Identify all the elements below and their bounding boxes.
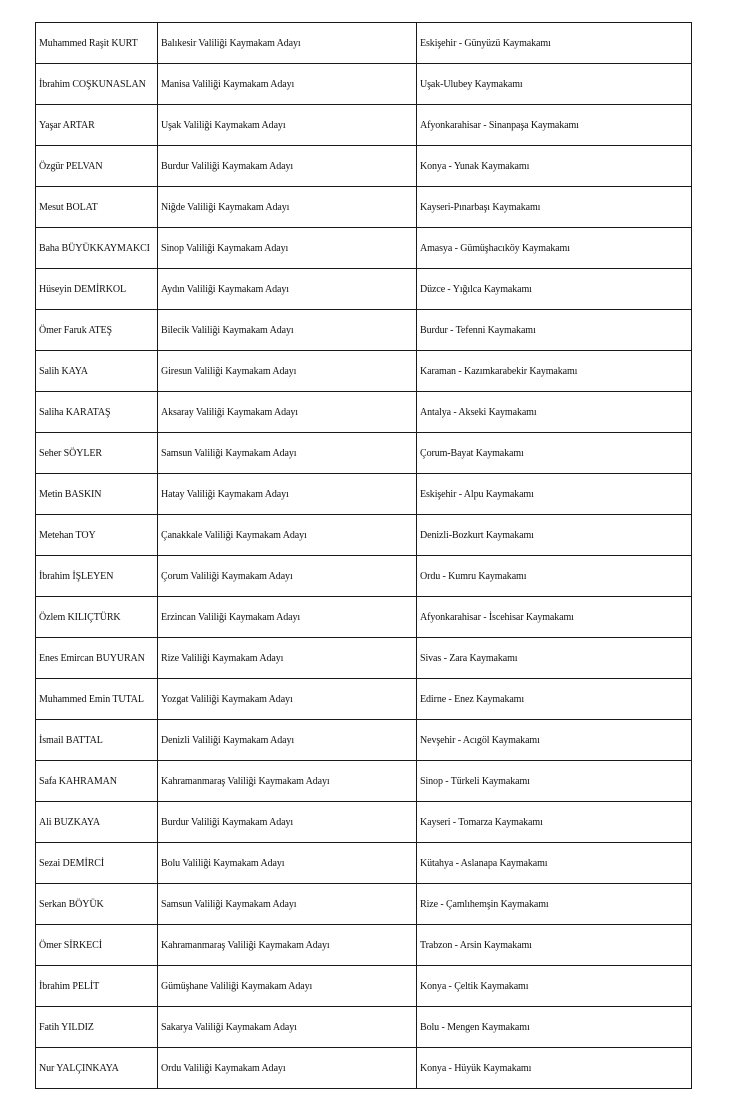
current-post-cell: Manisa Valiliği Kaymakam Adayı [158, 64, 417, 105]
current-post-cell: Çorum Valiliği Kaymakam Adayı [158, 556, 417, 597]
table-row [36, 1048, 692, 1089]
current-post-cell: Aydın Valiliği Kaymakam Adayı [158, 269, 417, 310]
name-cell: Ömer Faruk ATEŞ [36, 310, 158, 351]
name-cell: İsmail BATTAL [36, 720, 158, 761]
name-cell: Muhammed Emin TUTAL [36, 679, 158, 720]
appointed-post-cell: Rize - Çamlıhemşin Kaymakamı [417, 884, 692, 925]
table-row [36, 884, 692, 925]
appointed-post-cell: Sivas - Zara Kaymakamı [417, 638, 692, 679]
table-row [36, 515, 692, 556]
table-row [36, 597, 692, 638]
current-post-cell: Erzincan Valiliği Kaymakam Adayı [158, 597, 417, 638]
table-row [36, 187, 692, 228]
appointed-post-cell: Amasya - Gümüşhacıköy Kaymakamı [417, 228, 692, 269]
name-cell: Seher SÖYLER [36, 433, 158, 474]
current-post-cell: Kahramanmaraş Valiliği Kaymakam Adayı [158, 925, 417, 966]
table-row [36, 802, 692, 843]
current-post-cell: Bolu Valiliği Kaymakam Adayı [158, 843, 417, 884]
appointed-post-cell: Karaman - Kazımkarabekir Kaymakamı [417, 351, 692, 392]
current-post-cell: Kahramanmaraş Valiliği Kaymakam Adayı [158, 761, 417, 802]
name-cell: Fatih YILDIZ [36, 1007, 158, 1048]
appointed-post-cell: Çorum-Bayat Kaymakamı [417, 433, 692, 474]
appointed-post-cell: Eskişehir - Günyüzü Kaymakamı [417, 23, 692, 64]
current-post-cell: Çanakkale Valiliği Kaymakam Adayı [158, 515, 417, 556]
table-row [36, 64, 692, 105]
table-row [36, 269, 692, 310]
appointed-post-cell: Burdur - Tefenni Kaymakamı [417, 310, 692, 351]
name-cell: Baha BÜYÜKKAYMAKCI [36, 228, 158, 269]
appointed-post-cell: Bolu - Mengen Kaymakamı [417, 1007, 692, 1048]
appointed-post-cell: Afyonkarahisar - İscehisar Kaymakamı [417, 597, 692, 638]
name-cell: İbrahim PELİT [36, 966, 158, 1007]
name-cell: İbrahim İŞLEYEN [36, 556, 158, 597]
name-cell: Metehan TOY [36, 515, 158, 556]
appointed-post-cell: Trabzon - Arsin Kaymakamı [417, 925, 692, 966]
table-row [36, 843, 692, 884]
current-post-cell: Ordu Valiliği Kaymakam Adayı [158, 1048, 417, 1089]
current-post-cell: Burdur Valiliği Kaymakam Adayı [158, 802, 417, 843]
appointed-post-cell: Sinop - Türkeli Kaymakamı [417, 761, 692, 802]
appointed-post-cell: Ordu - Kumru Kaymakamı [417, 556, 692, 597]
appointed-post-cell: Antalya - Akseki Kaymakamı [417, 392, 692, 433]
current-post-cell: Rize Valiliği Kaymakam Adayı [158, 638, 417, 679]
appointed-post-cell: Kütahya - Aslanapa Kaymakamı [417, 843, 692, 884]
appointed-post-cell: Kayseri-Pınarbaşı Kaymakamı [417, 187, 692, 228]
table-row [36, 679, 692, 720]
name-cell: Enes Emircan BUYURAN [36, 638, 158, 679]
appointed-post-cell: Eskişehir - Alpu Kaymakamı [417, 474, 692, 515]
current-post-cell: Sinop Valiliği Kaymakam Adayı [158, 228, 417, 269]
name-cell: Metin BASKIN [36, 474, 158, 515]
appointment-table-body [36, 23, 692, 1089]
name-cell: Özlem KILIÇTÜRK [36, 597, 158, 638]
name-cell: Sezai DEMİRCİ [36, 843, 158, 884]
name-cell: Özgür PELVAN [36, 146, 158, 187]
table-row [36, 474, 692, 515]
name-cell: İbrahim COŞKUNASLAN [36, 64, 158, 105]
table-row [36, 925, 692, 966]
current-post-cell: Aksaray Valiliği Kaymakam Adayı [158, 392, 417, 433]
name-cell: Nur YALÇINKAYA [36, 1048, 158, 1089]
appointed-post-cell: Konya - Hüyük Kaymakamı [417, 1048, 692, 1089]
name-cell: Muhammed Raşit KURT [36, 23, 158, 64]
name-cell: Hüseyin DEMİRKOL [36, 269, 158, 310]
name-cell: Mesut BOLAT [36, 187, 158, 228]
appointed-post-cell: Düzce - Yığılca Kaymakamı [417, 269, 692, 310]
current-post-cell: Hatay Valiliği Kaymakam Adayı [158, 474, 417, 515]
table-row [36, 966, 692, 1007]
table-row [36, 720, 692, 761]
table-row [36, 638, 692, 679]
table-row [36, 1007, 692, 1048]
current-post-cell: Giresun Valiliği Kaymakam Adayı [158, 351, 417, 392]
current-post-cell: Balıkesir Valiliği Kaymakam Adayı [158, 23, 417, 64]
name-cell: Safa KAHRAMAN [36, 761, 158, 802]
current-post-cell: Bilecik Valiliği Kaymakam Adayı [158, 310, 417, 351]
table-row [36, 146, 692, 187]
name-cell: Yaşar ARTAR [36, 105, 158, 146]
table-row [36, 556, 692, 597]
appointed-post-cell: Edirne - Enez Kaymakamı [417, 679, 692, 720]
current-post-cell: Gümüşhane Valiliği Kaymakam Adayı [158, 966, 417, 1007]
name-cell: Ömer SİRKECİ [36, 925, 158, 966]
table-row [36, 105, 692, 146]
current-post-cell: Samsun Valiliği Kaymakam Adayı [158, 433, 417, 474]
table-row [36, 761, 692, 802]
table-row [36, 351, 692, 392]
table-row [36, 433, 692, 474]
name-cell: Saliha KARATAŞ [36, 392, 158, 433]
current-post-cell: Samsun Valiliği Kaymakam Adayı [158, 884, 417, 925]
table-row [36, 392, 692, 433]
current-post-cell: Niğde Valiliği Kaymakam Adayı [158, 187, 417, 228]
current-post-cell: Yozgat Valiliği Kaymakam Adayı [158, 679, 417, 720]
name-cell: Serkan BÖYÜK [36, 884, 158, 925]
appointed-post-cell: Kayseri - Tomarza Kaymakamı [417, 802, 692, 843]
appointment-table [35, 22, 692, 1089]
appointed-post-cell: Uşak-Ulubey Kaymakamı [417, 64, 692, 105]
current-post-cell: Denizli Valiliği Kaymakam Adayı [158, 720, 417, 761]
name-cell: Ali BUZKAYA [36, 802, 158, 843]
table-row [36, 310, 692, 351]
current-post-cell: Uşak Valiliği Kaymakam Adayı [158, 105, 417, 146]
table-row [36, 228, 692, 269]
current-post-cell: Sakarya Valiliği Kaymakam Adayı [158, 1007, 417, 1048]
appointed-post-cell: Nevşehir - Acıgöl Kaymakamı [417, 720, 692, 761]
table-row [36, 23, 692, 64]
appointed-post-cell: Afyonkarahisar - Sinanpaşa Kaymakamı [417, 105, 692, 146]
appointed-post-cell: Denizli-Bozkurt Kaymakamı [417, 515, 692, 556]
current-post-cell: Burdur Valiliği Kaymakam Adayı [158, 146, 417, 187]
appointed-post-cell: Konya - Yunak Kaymakamı [417, 146, 692, 187]
name-cell: Salih KAYA [36, 351, 158, 392]
appointed-post-cell: Konya - Çeltik Kaymakamı [417, 966, 692, 1007]
